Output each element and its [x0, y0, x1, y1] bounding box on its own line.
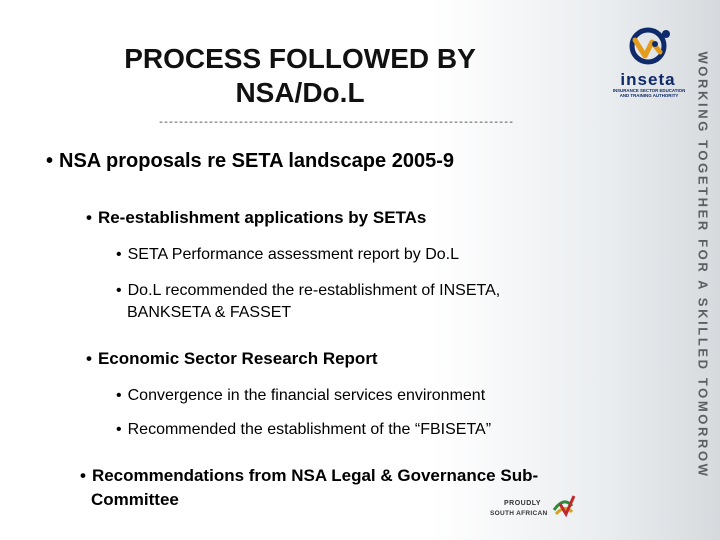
sub-bullet-3-text-line-2: Committee — [91, 490, 179, 509]
sub-bullet-1-text: Re-establishment applications by SETAs — [97, 208, 427, 227]
sub-bullet-1 — [86, 208, 426, 228]
sub-sub-bullet-1-2-continued — [127, 302, 291, 324]
bullet-marker: • — [46, 150, 54, 172]
proudly-south-african-logo-icon — [476, 490, 576, 526]
sub-sub-bullet-2-1-text: Convergence in the financial services environment — [127, 387, 486, 404]
logo-subtext-line-1: INSURANCE SECTOR EDUCATION — [612, 88, 686, 93]
main-bullet — [46, 150, 454, 173]
bullet-marker: • — [116, 282, 122, 299]
bullet-marker: • — [116, 421, 122, 438]
sub-sub-bullet-2-2 — [116, 419, 491, 441]
bullet-marker: • — [80, 466, 86, 485]
sub-sub-bullet-1-1 — [116, 244, 459, 266]
slide-title — [120, 42, 480, 110]
logo-wordmark: inseta — [620, 70, 676, 89]
sub-sub-bullet-2-2-text: Recommended the establishment of the “FBISETA” — [127, 421, 492, 438]
title-line-2: NSA/Do.L — [235, 77, 365, 108]
logo-subtext-line-2: AND TRAINING AUTHORITY — [619, 93, 679, 98]
bullet-marker: • — [116, 246, 122, 263]
proudly-logo-line-1: PROUDLY — [504, 500, 542, 507]
sub-sub-bullet-1-2-text: Do.L recommended the re-establishment of INSETA, — [127, 282, 501, 299]
sub-bullet-2-text: Economic Sector Research Report — [97, 349, 378, 368]
side-tagline: WORKING TOGETHER FOR A SKILLED TOMORROW — [695, 51, 711, 479]
sub-sub-bullet-1-2-text-line-2: BANKSETA & FASSET — [127, 304, 292, 321]
proudly-logo-line-2: SOUTH AFRICAN — [490, 510, 548, 517]
main-bullet-text: NSA proposals re SETA landscape 2005-9 — [59, 150, 454, 172]
title-divider: ----------------------------------------------------------------------- — [158, 118, 514, 129]
sub-bullet-3 — [80, 466, 538, 486]
sub-bullet-2 — [86, 349, 378, 369]
logo-subtext — [610, 88, 688, 98]
sub-bullet-3-continued — [91, 490, 179, 510]
bullet-marker: • — [86, 208, 92, 227]
bullet-marker: • — [86, 349, 92, 368]
sub-sub-bullet-1-2 — [116, 280, 500, 302]
sub-bullet-3-text: Recommendations from NSA Legal & Governance Sub- — [91, 466, 539, 485]
sub-sub-bullet-1-1-text: SETA Performance assessment report by Do.L — [127, 246, 460, 263]
sub-sub-bullet-2-1 — [116, 385, 485, 407]
title-line-1: PROCESS FOLLOWED BY — [124, 43, 476, 74]
bullet-marker: • — [116, 387, 122, 404]
